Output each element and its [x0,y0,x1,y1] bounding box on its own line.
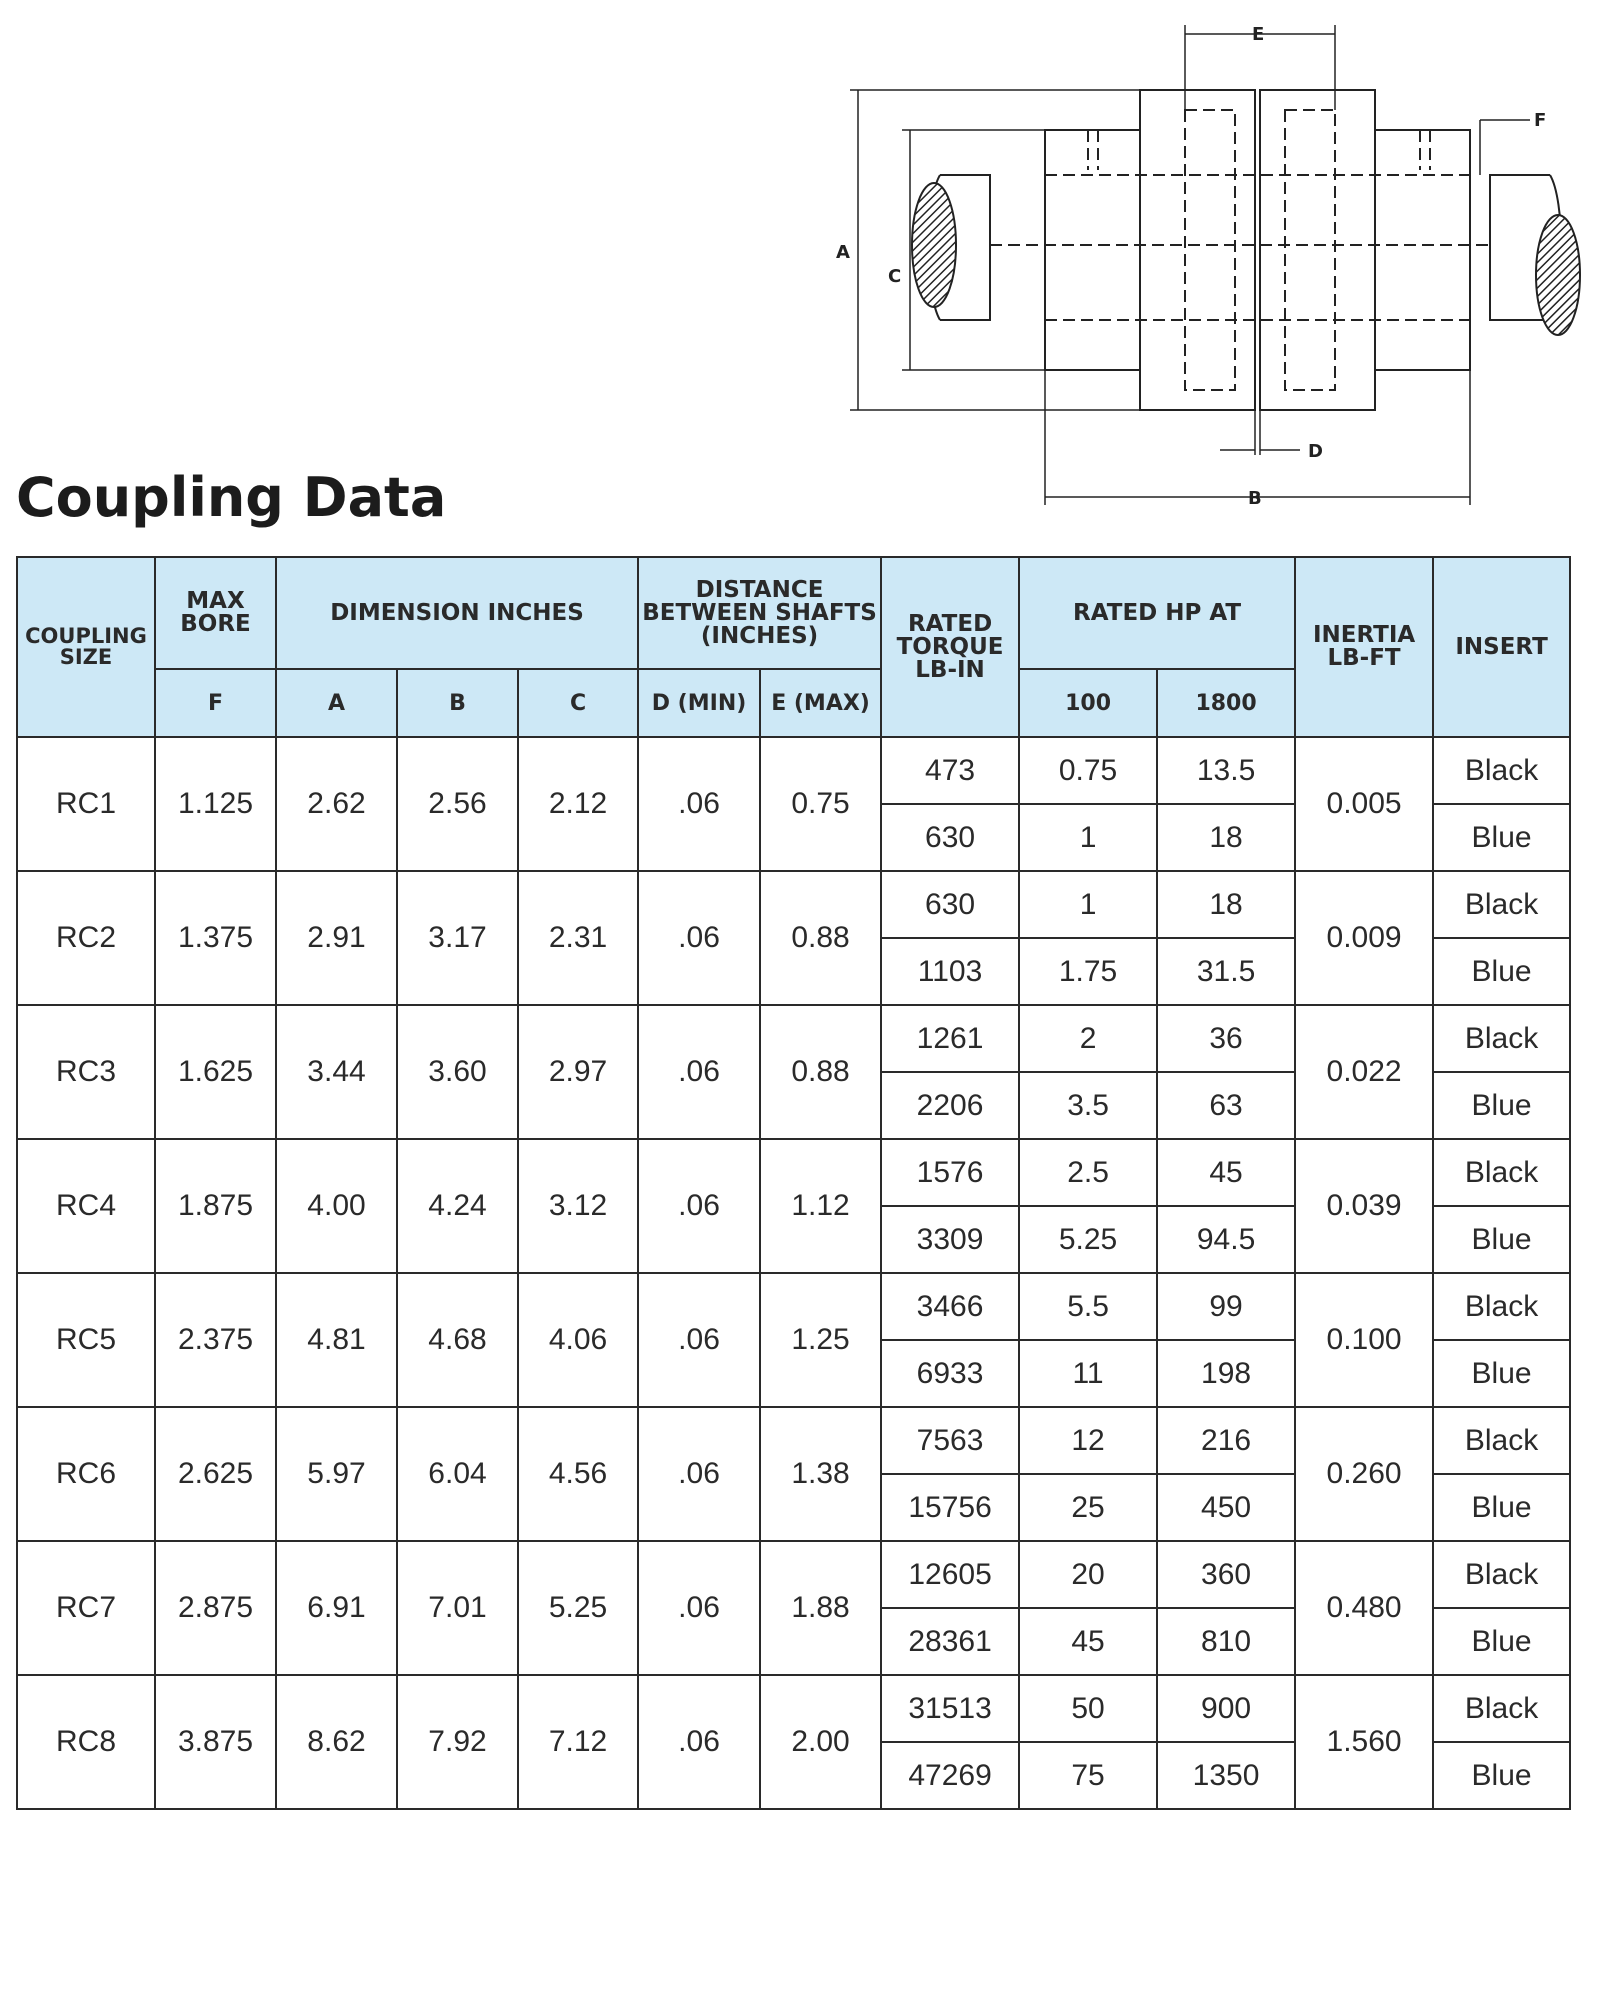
dimension-c-cell: 2.31 [518,871,638,1005]
rated-torque-cell: 15756 [881,1474,1019,1541]
rated-hp-100-cell: 25 [1019,1474,1157,1541]
distance-d-cell: .06 [638,1675,760,1809]
insert-cell: Blue [1433,1340,1570,1407]
dimension-a-cell: 6.91 [276,1541,397,1675]
rated-hp-100-cell: 45 [1019,1608,1157,1675]
header-rated-hp-at: RATED HP AT [1019,557,1295,669]
dimension-label-e: E [1252,24,1265,45]
header-rated-torque: RATED TORQUE LB-IN [881,557,1019,737]
rated-hp-1800-cell: 99 [1157,1273,1295,1340]
dimension-c-cell: 7.12 [518,1675,638,1809]
max-bore-cell: 2.625 [155,1407,276,1541]
dimension-c-cell: 2.97 [518,1005,638,1139]
dimension-label-c: C [888,266,902,287]
inertia-cell: 0.100 [1295,1273,1433,1407]
rated-hp-1800-cell: 900 [1157,1675,1295,1742]
inertia-cell: 0.022 [1295,1005,1433,1139]
inertia-cell: 1.560 [1295,1675,1433,1809]
rated-torque-cell: 2206 [881,1072,1019,1139]
dimension-c-cell: 5.25 [518,1541,638,1675]
coupling-data-table [16,556,1571,1810]
rated-torque-cell: 47269 [881,1742,1019,1809]
coupling-size-cell: RC2 [17,871,155,1005]
rated-hp-100-cell: 75 [1019,1742,1157,1809]
rated-hp-1800-cell: 45 [1157,1139,1295,1206]
table-row [17,1005,1570,1072]
insert-cell: Blue [1433,1608,1570,1675]
dimension-c-cell: 2.12 [518,737,638,871]
max-bore-cell: 2.875 [155,1541,276,1675]
distance-e-cell: 0.88 [760,1005,881,1139]
coupling-size-cell: RC7 [17,1541,155,1675]
rated-hp-1800-cell: 810 [1157,1608,1295,1675]
table-row [17,1675,1570,1742]
rated-hp-100-cell: 2.5 [1019,1139,1157,1206]
header-max-bore: MAX BORE [155,557,276,669]
coupling-size-cell: RC8 [17,1675,155,1809]
distance-e-cell: 1.25 [760,1273,881,1407]
insert-cell: Blue [1433,1474,1570,1541]
distance-e-cell: 0.88 [760,871,881,1005]
table-body [17,737,1570,1809]
inertia-cell: 0.005 [1295,737,1433,871]
rated-hp-100-cell: 3.5 [1019,1072,1157,1139]
max-bore-cell: 1.375 [155,871,276,1005]
coupling-size-cell: RC6 [17,1407,155,1541]
dimension-b-cell: 7.92 [397,1675,518,1809]
header-dimension-inches: DIMENSION INCHES [276,557,638,669]
insert-cell: Black [1433,1541,1570,1608]
distance-e-cell: 1.38 [760,1407,881,1541]
rated-hp-1800-cell: 216 [1157,1407,1295,1474]
header-hp-1800: 1800 [1157,669,1295,737]
rated-hp-1800-cell: 198 [1157,1340,1295,1407]
dimension-label-a: A [836,242,850,263]
inertia-cell: 0.009 [1295,871,1433,1005]
distance-d-cell: .06 [638,1273,760,1407]
rated-torque-cell: 630 [881,871,1019,938]
table-row [17,1273,1570,1340]
coupling-size-cell: RC1 [17,737,155,871]
distance-d-cell: .06 [638,1541,760,1675]
max-bore-cell: 3.875 [155,1675,276,1809]
header-a: A [276,669,397,737]
rated-hp-100-cell: 50 [1019,1675,1157,1742]
distance-d-cell: .06 [638,871,760,1005]
rated-hp-100-cell: 0.75 [1019,737,1157,804]
dimension-b-cell: 4.24 [397,1139,518,1273]
header-hp-100: 100 [1019,669,1157,737]
dimension-label-d: D [1308,441,1323,462]
insert-cell: Black [1433,1139,1570,1206]
insert-cell: Black [1433,1273,1570,1340]
coupling-dimension-diagram [830,10,1590,510]
inertia-cell: 0.039 [1295,1139,1433,1273]
rated-torque-cell: 31513 [881,1675,1019,1742]
distance-e-cell: 2.00 [760,1675,881,1809]
rated-hp-100-cell: 1 [1019,804,1157,871]
table-row [17,1139,1570,1206]
rated-torque-cell: 3309 [881,1206,1019,1273]
page-title: Coupling Data [16,466,447,529]
rated-hp-100-cell: 1 [1019,871,1157,938]
rated-torque-cell: 473 [881,737,1019,804]
insert-cell: Blue [1433,1742,1570,1809]
dimension-a-cell: 4.00 [276,1139,397,1273]
dimension-a-cell: 2.91 [276,871,397,1005]
dimension-c-cell: 3.12 [518,1139,638,1273]
rated-hp-1800-cell: 31.5 [1157,938,1295,1005]
insert-cell: Blue [1433,1206,1570,1273]
header-b: B [397,669,518,737]
header-distance-between-shafts: DISTANCE BETWEEN SHAFTS (INCHES) [638,557,881,669]
max-bore-cell: 1.625 [155,1005,276,1139]
rated-torque-cell: 12605 [881,1541,1019,1608]
rated-torque-cell: 1576 [881,1139,1019,1206]
inertia-cell: 0.260 [1295,1407,1433,1541]
header-c: C [518,669,638,737]
rated-torque-cell: 3466 [881,1273,1019,1340]
header-e-max: E (MAX) [760,669,881,737]
distance-e-cell: 1.88 [760,1541,881,1675]
rated-hp-1800-cell: 450 [1157,1474,1295,1541]
rated-torque-cell: 7563 [881,1407,1019,1474]
rated-hp-100-cell: 11 [1019,1340,1157,1407]
dimension-b-cell: 2.56 [397,737,518,871]
rated-hp-100-cell: 5.5 [1019,1273,1157,1340]
dimension-a-cell: 5.97 [276,1407,397,1541]
header-coupling-size: COUPLING SIZE [17,557,155,737]
dimension-c-cell: 4.56 [518,1407,638,1541]
rated-hp-1800-cell: 36 [1157,1005,1295,1072]
rated-torque-cell: 28361 [881,1608,1019,1675]
distance-d-cell: .06 [638,1407,760,1541]
header-inertia: INERTIA LB-FT [1295,557,1433,737]
dimension-c-cell: 4.06 [518,1273,638,1407]
insert-cell: Blue [1433,804,1570,871]
rated-hp-1800-cell: 94.5 [1157,1206,1295,1273]
rated-hp-1800-cell: 1350 [1157,1742,1295,1809]
dimension-label-f: F [1534,110,1547,131]
rated-hp-1800-cell: 13.5 [1157,737,1295,804]
dimension-b-cell: 6.04 [397,1407,518,1541]
dimension-a-cell: 3.44 [276,1005,397,1139]
coupling-size-cell: RC4 [17,1139,155,1273]
table-row [17,1541,1570,1608]
rated-torque-cell: 6933 [881,1340,1019,1407]
dimension-b-cell: 4.68 [397,1273,518,1407]
rated-hp-1800-cell: 63 [1157,1072,1295,1139]
distance-d-cell: .06 [638,1139,760,1273]
max-bore-cell: 2.375 [155,1273,276,1407]
coupling-size-cell: RC3 [17,1005,155,1139]
dimension-label-b: B [1248,488,1262,509]
distance-d-cell: .06 [638,737,760,871]
rated-hp-1800-cell: 360 [1157,1541,1295,1608]
rated-torque-cell: 1103 [881,938,1019,1005]
rated-hp-100-cell: 1.75 [1019,938,1157,1005]
rated-hp-1800-cell: 18 [1157,804,1295,871]
header-insert: INSERT [1433,557,1570,737]
dimension-b-cell: 3.60 [397,1005,518,1139]
distance-e-cell: 1.12 [760,1139,881,1273]
coupling-size-cell: RC5 [17,1273,155,1407]
insert-cell: Black [1433,1407,1570,1474]
dimension-a-cell: 8.62 [276,1675,397,1809]
rated-torque-cell: 1261 [881,1005,1019,1072]
insert-cell: Blue [1433,938,1570,1005]
dimension-a-cell: 4.81 [276,1273,397,1407]
rated-hp-100-cell: 20 [1019,1541,1157,1608]
max-bore-cell: 1.125 [155,737,276,871]
insert-cell: Black [1433,1675,1570,1742]
rated-hp-100-cell: 5.25 [1019,1206,1157,1273]
insert-cell: Blue [1433,1072,1570,1139]
header-d-min: D (MIN) [638,669,760,737]
table-row [17,1407,1570,1474]
distance-e-cell: 0.75 [760,737,881,871]
rated-hp-1800-cell: 18 [1157,871,1295,938]
rated-torque-cell: 630 [881,804,1019,871]
rated-hp-100-cell: 2 [1019,1005,1157,1072]
table-row [17,871,1570,938]
table-row [17,737,1570,804]
dimension-a-cell: 2.62 [276,737,397,871]
insert-cell: Black [1433,1005,1570,1072]
max-bore-cell: 1.875 [155,1139,276,1273]
rated-hp-100-cell: 12 [1019,1407,1157,1474]
inertia-cell: 0.480 [1295,1541,1433,1675]
insert-cell: Black [1433,737,1570,804]
dimension-b-cell: 3.17 [397,871,518,1005]
header-f: F [155,669,276,737]
distance-d-cell: .06 [638,1005,760,1139]
insert-cell: Black [1433,871,1570,938]
dimension-b-cell: 7.01 [397,1541,518,1675]
